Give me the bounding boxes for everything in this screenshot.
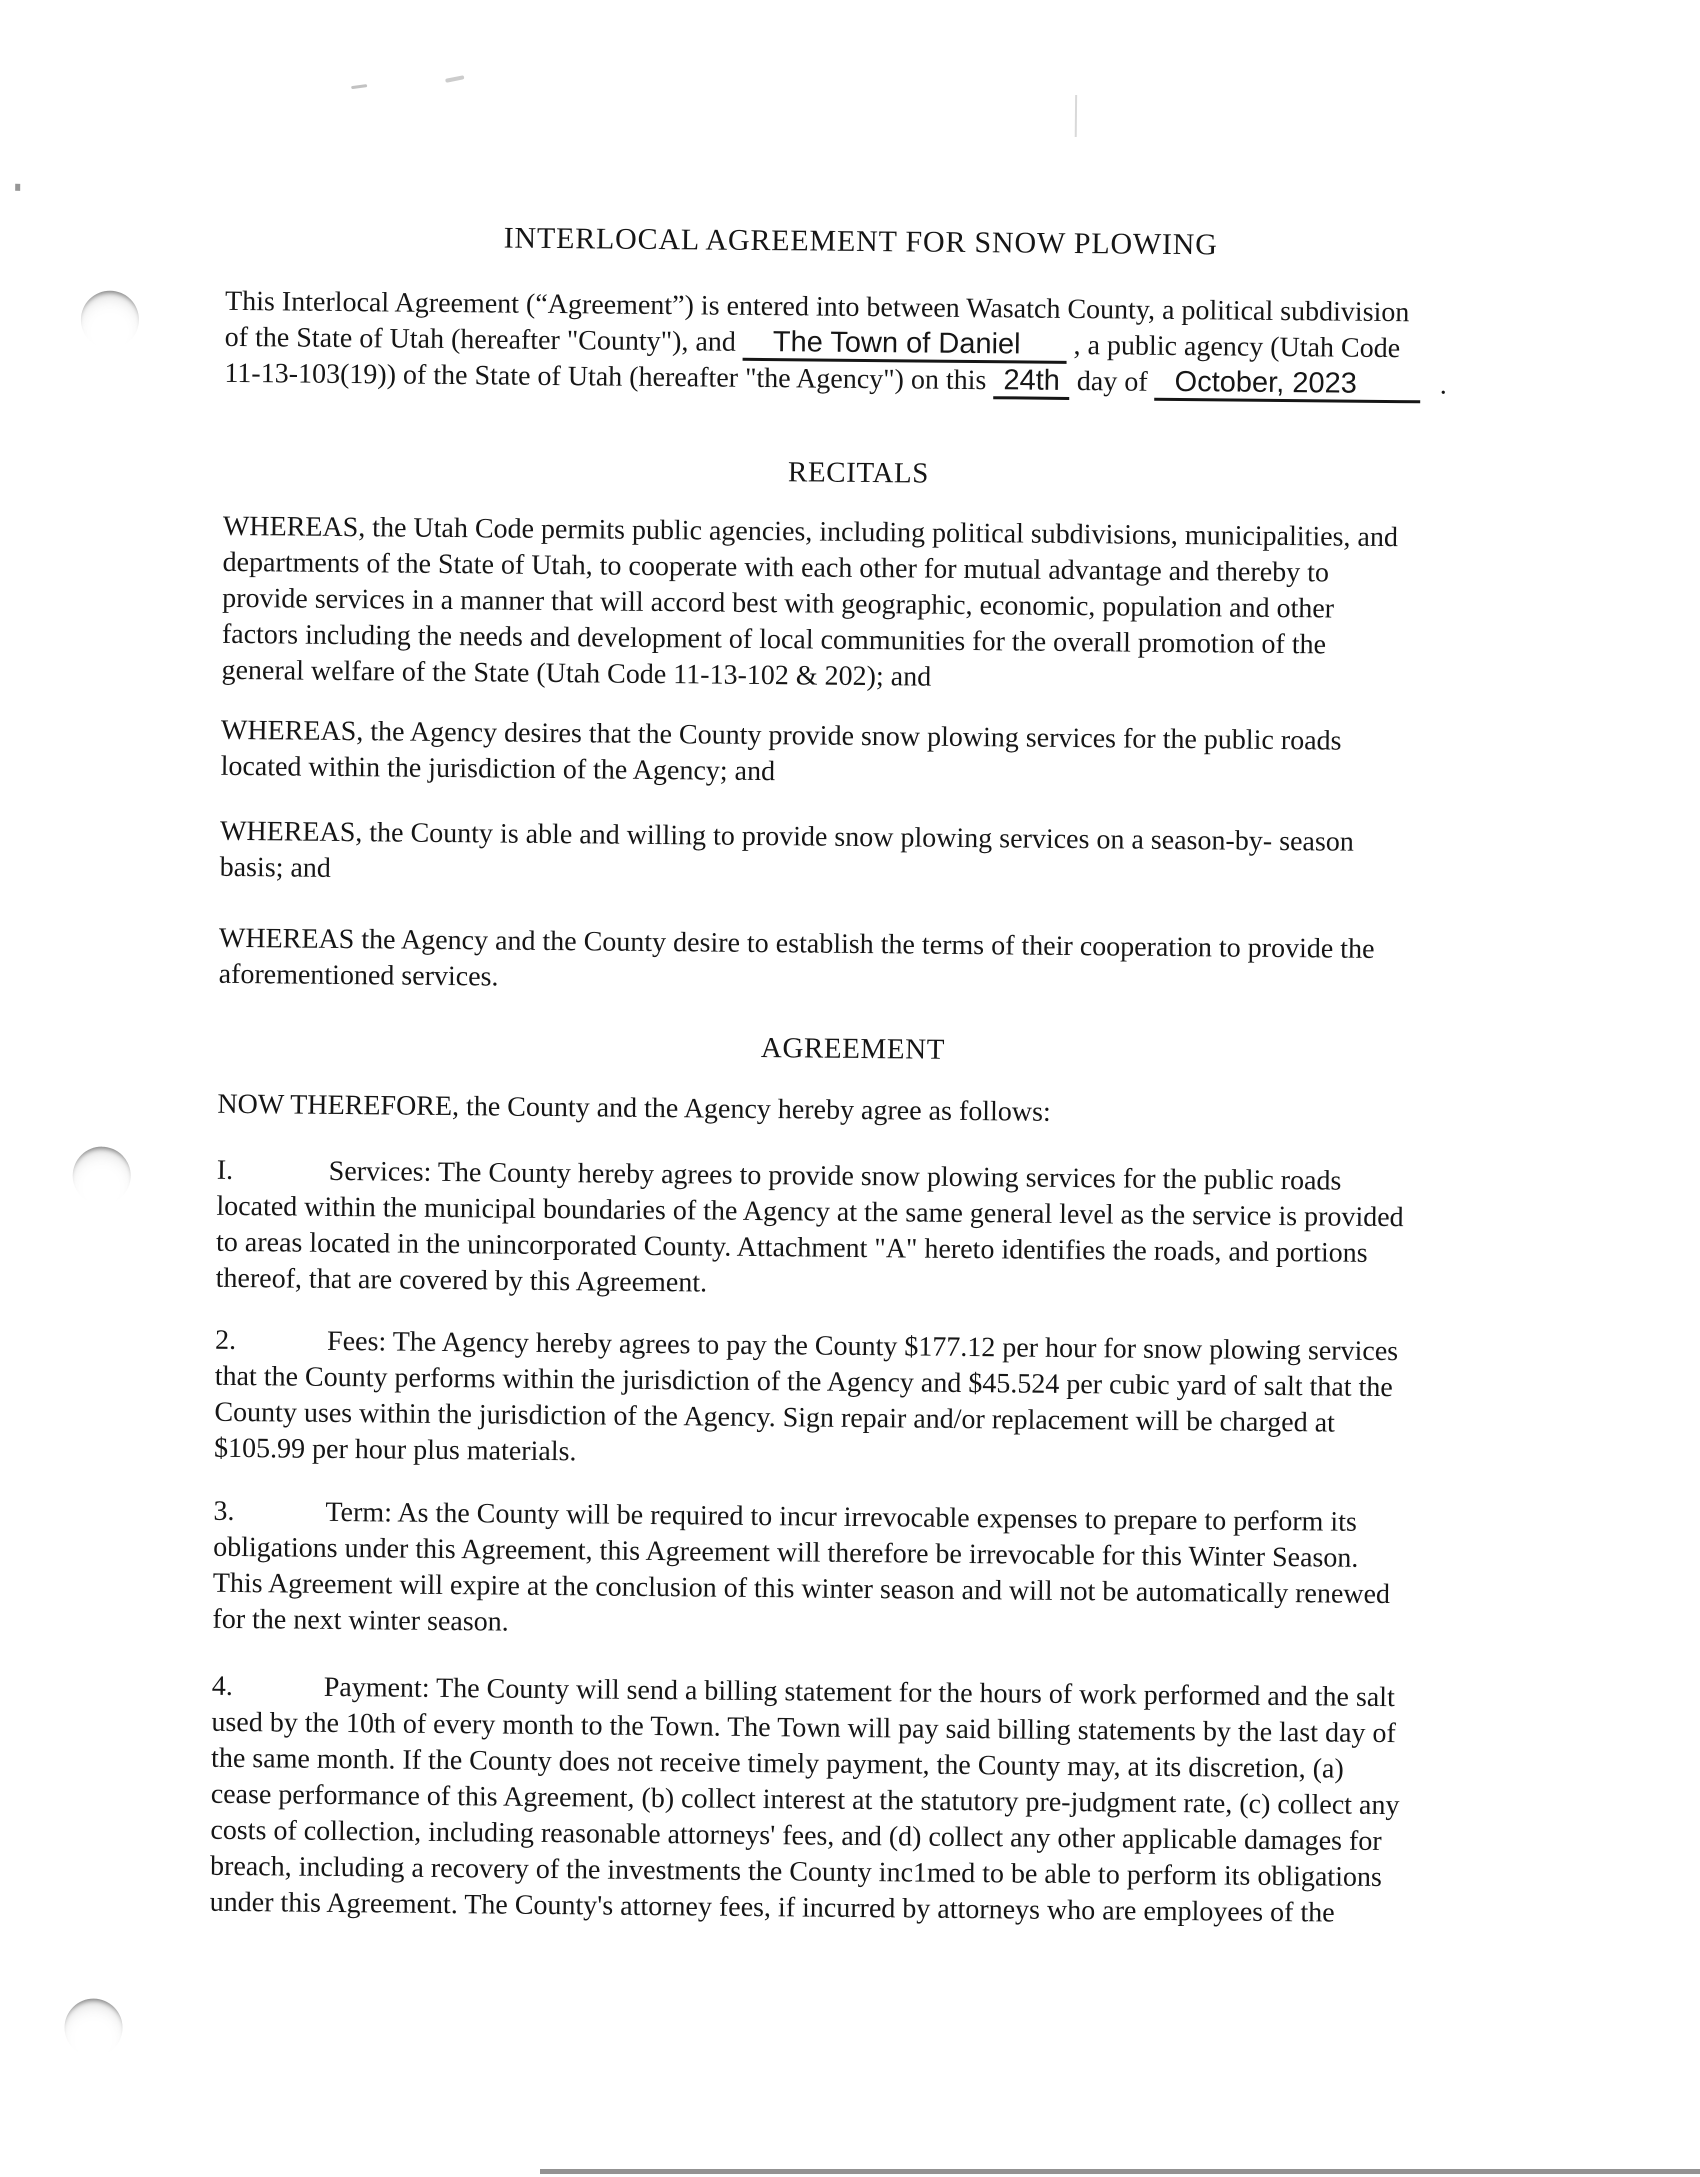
page-title: INTERLOCAL AGREEMENT FOR SNOW PLOWING	[503, 221, 1218, 262]
text-line: cease performance of this Agreement, (b) collect interest at the statutory pre-judgment rate, (c) collect any	[210, 1778, 1400, 1822]
text-line: general welfare of the State (Utah Code 11-13-102 & 202); and	[221, 654, 932, 693]
pen-mark	[445, 75, 464, 83]
text-line: County uses within the jurisdiction of the Agency. Sign repair and/or replacement will be charged at	[214, 1396, 1336, 1439]
agency-name-blank: The Town of Daniel	[743, 327, 1067, 364]
text-line: used by the 10th of every month to the Town. The Town will pay said billing statements by the last day of	[211, 1706, 1396, 1750]
text-line: located within the jurisdiction of the Agency; and	[220, 750, 776, 788]
date-blank: October, 2023	[1154, 367, 1421, 404]
text-line: aforementioned services.	[218, 958, 499, 993]
text-line: to areas located in the unincorporated County. Attachment "A" hereto identifies the roads, and portions	[215, 1226, 1368, 1269]
punch-hole-icon	[64, 1998, 123, 2057]
intro-line-1: This Interlocal Agreement (“Agreement”) is entered into between Wasatch County, a political subdivision	[224, 285, 1410, 329]
whereas-paragraph-2	[220, 713, 1491, 797]
text-line: WHEREAS, the Utah Code permits public agencies, including political subdivisions, municipalities, and	[222, 510, 1399, 554]
text-line: This Agreement will expire at the conclusion of this winter season and will not be automatically renewed	[212, 1567, 1391, 1611]
text-line: WHEREAS, the Agency desires that the County provide snow plowing services for the public roads	[220, 714, 1342, 757]
pen-mark	[351, 84, 367, 89]
item-number: 2.	[214, 1324, 237, 1356]
scanner-edge-bar	[540, 2169, 1700, 2174]
text-line: under this Agreement. The County's attorney fees, if incurred by attorneys who are employees of the	[209, 1886, 1335, 1929]
punch-hole-icon	[81, 290, 140, 349]
text-line: located within the municipal boundaries of the Agency at the same general level as the service is provided	[216, 1190, 1404, 1234]
text-line: thereof, that are covered by this Agreement.	[215, 1262, 708, 1299]
punch-hole-icon	[72, 1146, 131, 1205]
whereas-paragraph-3	[220, 814, 1491, 898]
item-number: 4.	[211, 1670, 233, 1702]
now-therefore-clause: NOW THEREFORE, the County and the Agency hereby agree as follows:	[217, 1088, 1051, 1128]
item-number: I.	[216, 1154, 234, 1186]
item-services: I. Services: The County hereby agrees to provide snow plowing services for the public roads located within the municipal boundaries of the Agency at the same general level as the service is provided to areas located in the unincorporated County. Attachment "A" hereto identifies the roads, and portions thereof, that are covered by this Agreement.	[216, 1153, 1487, 1309]
text-line: WHEREAS the Agency and the County desire to establish the terms of their cooperation to provide the	[218, 922, 1375, 965]
item-fees: 2. Fees: The Agency hereby agrees to pay the County $177.12 per hour for snow plowing services that the County performs within the jurisdiction of the Agency and $45.524 per cubic yard of salt that the County uses within the jurisdiction of the Agency. Sign repair and/or replacement will be charged at $105.99 per hour plus materials.	[214, 1323, 1485, 1479]
text-line: breach, including a recovery of the investments the County inc1med to be able to perform its obligations	[209, 1850, 1382, 1894]
text-line: departments of the State of Utah, to cooperate with each other for mutual advantage and thereby to	[222, 546, 1330, 589]
recitals-heading: RECITALS	[787, 456, 930, 490]
scan-edge-artifact	[1075, 95, 1077, 137]
item-payment: 4. Payment: The County will send a billing statement for the hours of work performed and the salt used by the 10th of every month to the Town. The Town will pay said billing statements by the last day of the same month. If the County does not receive timely payment, the County may, at its discretion, (a) cease performance of this Agreement, (b) collect interest at the statutory pre-judgment rate, (c) collect any costs of collection, including reasonable attorneys' fees, and (d) collect any other applicable damages for breach, including a recovery of the investments the County inc1med to be able to perform its obligations under this Agreement. The County's attorney fees, if incurred by attorneys who are employees of the	[210, 1669, 1482, 1933]
whereas-paragraph-1	[221, 509, 1493, 701]
text-line: costs of collection, including reasonable attorneys' fees, and (d) collect any other applicable damages for	[210, 1814, 1382, 1858]
item-number: 3.	[213, 1495, 235, 1527]
whereas-paragraph-4	[218, 921, 1489, 1005]
text-line: provide services in a manner that will accord best with geographic, economic, population and other	[222, 582, 1335, 625]
intro-paragraph	[224, 284, 1495, 404]
text-line: obligations under this Agreement, this Agreement will therefore be irrevocable for this Winter Season.	[213, 1531, 1359, 1574]
text-line: basis; and	[219, 851, 332, 884]
text-line: the same month. If the County does not receive timely payment, the County may, at its discretion, (a)	[210, 1742, 1344, 1785]
intro-line-3: 11-13-103(19)) of the State of Utah (hereafter "the Agency") on this 24th day of October, 2023 .	[224, 356, 1494, 404]
scan-speck	[15, 184, 20, 191]
text-line: for the next winter season.	[212, 1603, 509, 1638]
intro-line-2: of the State of Utah (hereafter "County"), and The Town of Daniel , a public agency (Utah Code	[224, 321, 1401, 365]
agreement-heading: AGREEMENT	[760, 1032, 946, 1066]
day-blank: 24th	[993, 365, 1070, 400]
text-line: that the County performs within the jurisdiction of the Agency and $45.524 per cubic yard of salt that the	[214, 1360, 1393, 1404]
text-line: factors including the needs and development of local communities for the overall promotion of the	[221, 618, 1327, 661]
item-term: 3. Term: As the County will be required to incur irrevocable expenses to prepare to perform its obligations under this Agreement, this Agreement will therefore be irrevocable for this Winter Season. This Agreement will expire at the conclusion of this winter season and will not be automatically renewed for the next winter season.	[212, 1494, 1483, 1650]
text-line: WHEREAS, the County is able and willing to provide snow plowing services on a season-by- season	[219, 815, 1354, 858]
text-line: $105.99 per hour plus materials.	[213, 1432, 577, 1468]
